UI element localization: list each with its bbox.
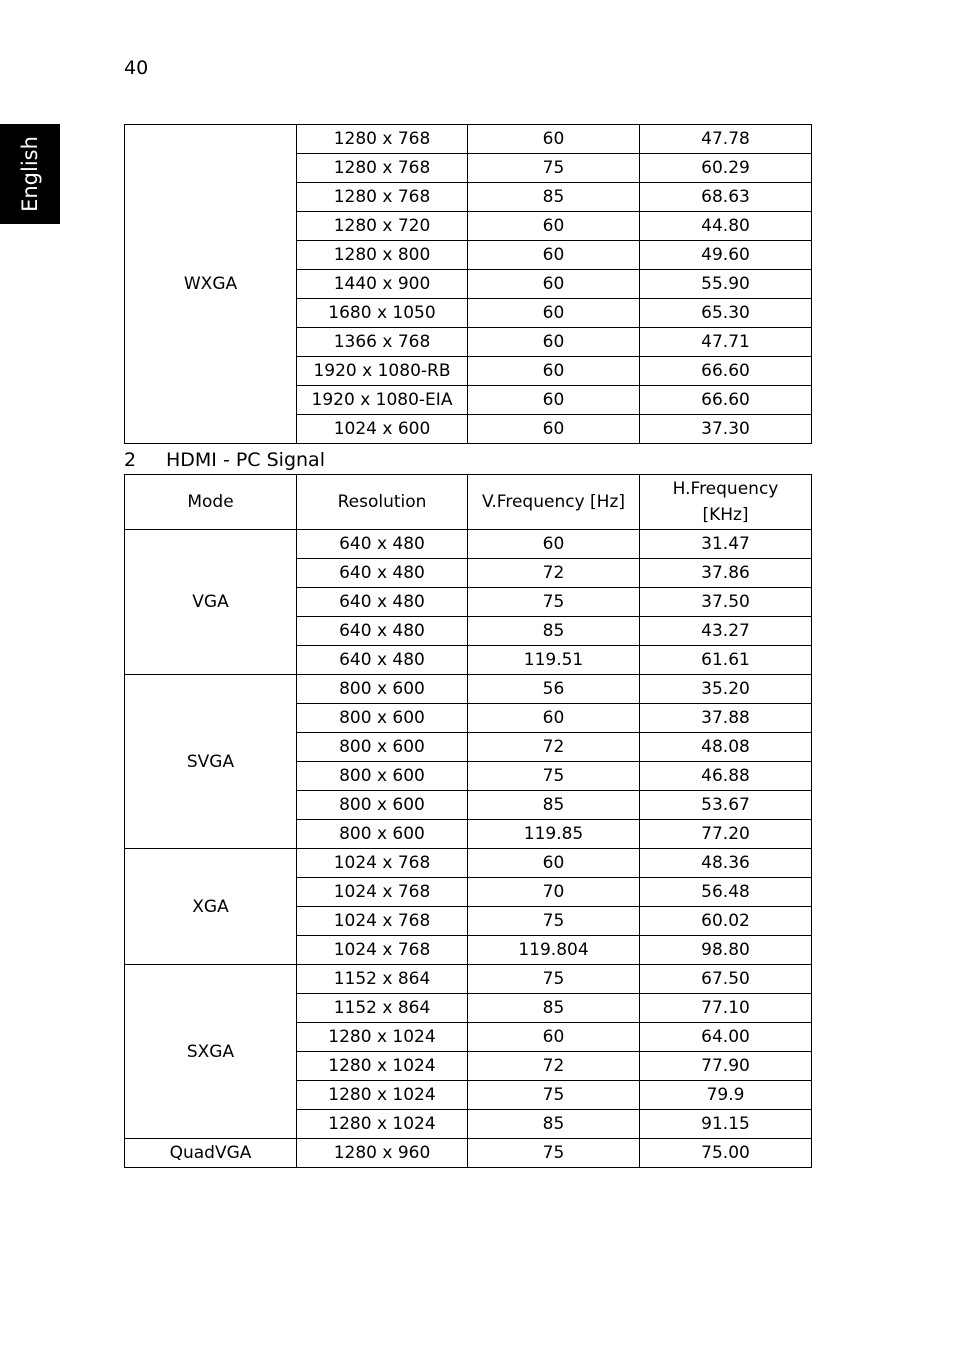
h-frequency-cell: 37.30 xyxy=(640,415,812,444)
v-frequency-cell: 60 xyxy=(468,212,640,241)
table-header-row xyxy=(125,475,812,530)
mode-cell: WXGA xyxy=(125,125,297,444)
v-frequency-cell: 60 xyxy=(468,299,640,328)
resolution-cell: 1024 x 768 xyxy=(297,936,468,965)
h-frequency-cell: 61.61 xyxy=(640,646,812,675)
v-frequency-cell: 60 xyxy=(468,386,640,415)
v-frequency-cell: 85 xyxy=(468,617,640,646)
resolution-cell: 640 x 480 xyxy=(297,530,468,559)
mode-cell: SVGA xyxy=(125,675,297,849)
h-frequency-cell: 66.60 xyxy=(640,357,812,386)
h-frequency-cell: 91.15 xyxy=(640,1110,812,1139)
resolution-cell: 1024 x 768 xyxy=(297,907,468,936)
h-frequency-cell: 68.63 xyxy=(640,183,812,212)
v-frequency-cell: 60 xyxy=(468,241,640,270)
v-frequency-cell: 85 xyxy=(468,791,640,820)
hdmi-pc-signal-table xyxy=(124,474,812,1168)
h-frequency-cell: 64.00 xyxy=(640,1023,812,1052)
resolution-cell: 1280 x 768 xyxy=(297,154,468,183)
mode-cell: SXGA xyxy=(125,965,297,1139)
section-title: HDMI - PC Signal xyxy=(166,449,325,471)
h-frequency-cell: 66.60 xyxy=(640,386,812,415)
resolution-cell: 640 x 480 xyxy=(297,617,468,646)
h-frequency-cell: 77.90 xyxy=(640,1052,812,1081)
v-frequency-cell: 60 xyxy=(468,1023,640,1052)
h-frequency-cell: 43.27 xyxy=(640,617,812,646)
page-number: 40 xyxy=(124,57,149,79)
resolution-cell: 800 x 600 xyxy=(297,675,468,704)
h-frequency-cell: 37.50 xyxy=(640,588,812,617)
mode-cell: VGA xyxy=(125,530,297,675)
v-frequency-cell: 72 xyxy=(468,733,640,762)
resolution-cell: 1280 x 800 xyxy=(297,241,468,270)
h-frequency-cell: 48.08 xyxy=(640,733,812,762)
v-frequency-cell: 72 xyxy=(468,1052,640,1081)
v-frequency-cell: 85 xyxy=(468,183,640,212)
v-frequency-cell: 75 xyxy=(468,762,640,791)
h-frequency-cell: 77.20 xyxy=(640,820,812,849)
resolution-cell: 1920 x 1080-RB xyxy=(297,357,468,386)
resolution-cell: 640 x 480 xyxy=(297,646,468,675)
v-frequency-cell: 119.85 xyxy=(468,820,640,849)
h-frequency-cell: 37.86 xyxy=(640,559,812,588)
header-v-frequency: V.Frequency [Hz] xyxy=(468,475,640,530)
v-frequency-cell: 60 xyxy=(468,270,640,299)
h-frequency-cell: 98.80 xyxy=(640,936,812,965)
h-frequency-cell: 53.67 xyxy=(640,791,812,820)
resolution-cell: 800 x 600 xyxy=(297,791,468,820)
resolution-cell: 1280 x 720 xyxy=(297,212,468,241)
mode-cell: QuadVGA xyxy=(125,1139,297,1168)
resolution-cell: 1280 x 960 xyxy=(297,1139,468,1168)
table-row xyxy=(125,849,812,878)
h-frequency-cell: 35.20 xyxy=(640,675,812,704)
v-frequency-cell: 75 xyxy=(468,588,640,617)
resolution-cell: 1920 x 1080-EIA xyxy=(297,386,468,415)
resolution-cell: 800 x 600 xyxy=(297,733,468,762)
h-frequency-cell: 65.30 xyxy=(640,299,812,328)
resolution-cell: 1280 x 1024 xyxy=(297,1110,468,1139)
table-row xyxy=(125,125,812,154)
v-frequency-cell: 72 xyxy=(468,559,640,588)
resolution-cell: 1024 x 600 xyxy=(297,415,468,444)
resolution-cell: 1280 x 1024 xyxy=(297,1023,468,1052)
h-frequency-cell: 47.78 xyxy=(640,125,812,154)
v-frequency-cell: 60 xyxy=(468,357,640,386)
resolution-cell: 1366 x 768 xyxy=(297,328,468,357)
v-frequency-cell: 75 xyxy=(468,1081,640,1110)
table-row xyxy=(125,1139,812,1168)
resolution-cell: 800 x 600 xyxy=(297,762,468,791)
h-frequency-cell: 60.02 xyxy=(640,907,812,936)
header-mode: Mode xyxy=(125,475,297,530)
h-frequency-cell: 37.88 xyxy=(640,704,812,733)
h-frequency-cell: 56.48 xyxy=(640,878,812,907)
h-frequency-cell: 79.9 xyxy=(640,1081,812,1110)
h-frequency-cell: 49.60 xyxy=(640,241,812,270)
h-frequency-cell: 75.00 xyxy=(640,1139,812,1168)
v-frequency-cell: 60 xyxy=(468,415,640,444)
resolution-cell: 1280 x 768 xyxy=(297,183,468,212)
resolution-cell: 1024 x 768 xyxy=(297,878,468,907)
language-tab xyxy=(0,124,60,224)
v-frequency-cell: 119.51 xyxy=(468,646,640,675)
header-resolution: Resolution xyxy=(297,475,468,530)
v-frequency-cell: 56 xyxy=(468,675,640,704)
resolution-cell: 800 x 600 xyxy=(297,704,468,733)
language-tab-label: English xyxy=(18,136,42,212)
header-h-frequency: H.Frequency [KHz] xyxy=(640,475,812,530)
mode-cell: XGA xyxy=(125,849,297,965)
resolution-cell: 1152 x 864 xyxy=(297,994,468,1023)
v-frequency-cell: 60 xyxy=(468,530,640,559)
wxga-timing-table xyxy=(124,124,812,444)
v-frequency-cell: 60 xyxy=(468,849,640,878)
table-row xyxy=(125,965,812,994)
v-frequency-cell: 75 xyxy=(468,1139,640,1168)
resolution-cell: 1280 x 1024 xyxy=(297,1052,468,1081)
v-frequency-cell: 85 xyxy=(468,1110,640,1139)
h-frequency-cell: 46.88 xyxy=(640,762,812,791)
h-frequency-cell: 60.29 xyxy=(640,154,812,183)
v-frequency-cell: 75 xyxy=(468,154,640,183)
section-heading xyxy=(124,448,325,472)
v-frequency-cell: 75 xyxy=(468,907,640,936)
v-frequency-cell: 60 xyxy=(468,704,640,733)
h-frequency-cell: 31.47 xyxy=(640,530,812,559)
resolution-cell: 1280 x 768 xyxy=(297,125,468,154)
h-frequency-cell: 47.71 xyxy=(640,328,812,357)
v-frequency-cell: 75 xyxy=(468,965,640,994)
v-frequency-cell: 70 xyxy=(468,878,640,907)
v-frequency-cell: 60 xyxy=(468,328,640,357)
resolution-cell: 800 x 600 xyxy=(297,820,468,849)
section-number: 2 xyxy=(124,449,137,471)
table-row xyxy=(125,530,812,559)
resolution-cell: 640 x 480 xyxy=(297,559,468,588)
v-frequency-cell: 119.804 xyxy=(468,936,640,965)
h-frequency-cell: 55.90 xyxy=(640,270,812,299)
resolution-cell: 1152 x 864 xyxy=(297,965,468,994)
h-frequency-cell: 48.36 xyxy=(640,849,812,878)
resolution-cell: 1024 x 768 xyxy=(297,849,468,878)
resolution-cell: 1680 x 1050 xyxy=(297,299,468,328)
h-frequency-cell: 44.80 xyxy=(640,212,812,241)
resolution-cell: 1440 x 900 xyxy=(297,270,468,299)
resolution-cell: 640 x 480 xyxy=(297,588,468,617)
v-frequency-cell: 85 xyxy=(468,994,640,1023)
table-row xyxy=(125,675,812,704)
v-frequency-cell: 60 xyxy=(468,125,640,154)
h-frequency-cell: 77.10 xyxy=(640,994,812,1023)
resolution-cell: 1280 x 1024 xyxy=(297,1081,468,1110)
h-frequency-cell: 67.50 xyxy=(640,965,812,994)
